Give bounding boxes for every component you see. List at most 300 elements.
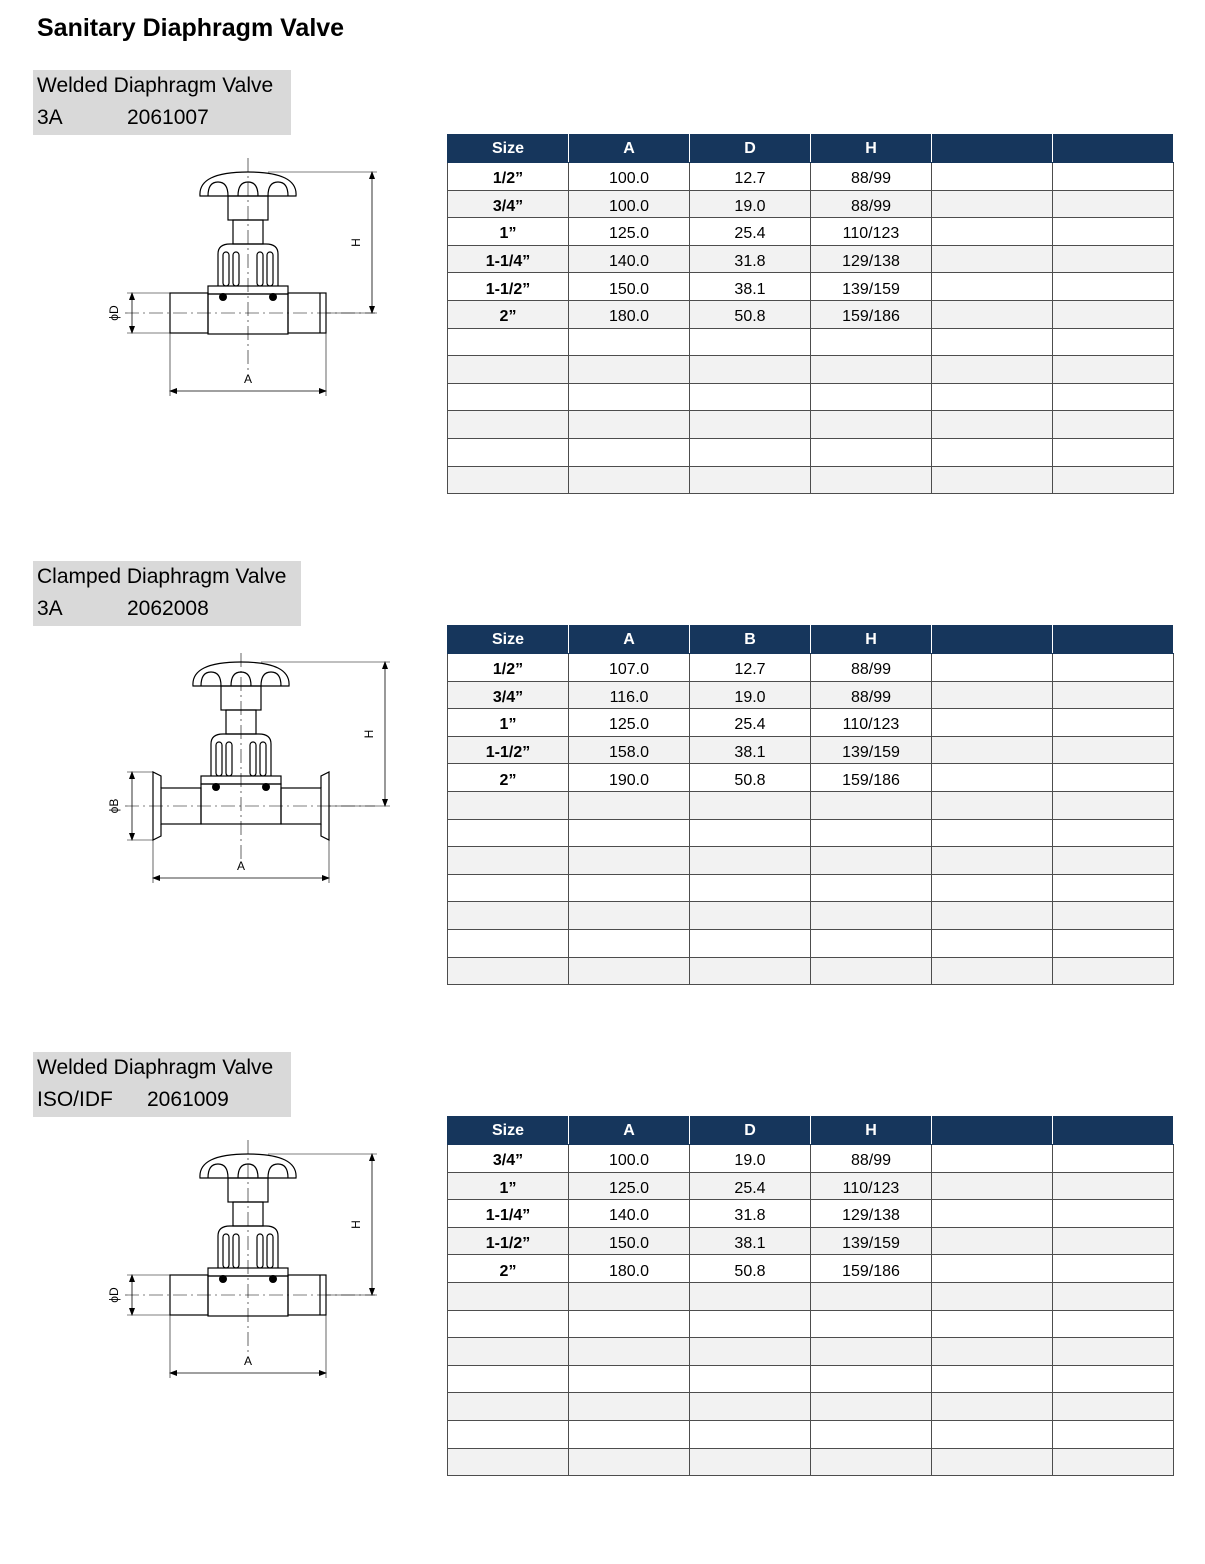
table-cell: 158.0 [569, 736, 690, 764]
table-cell: 50.8 [690, 300, 811, 328]
table-row [448, 902, 1174, 930]
table-cell [690, 411, 811, 439]
table-cell: 129/138 [811, 245, 932, 273]
table-cell [932, 874, 1053, 902]
table-cell [811, 957, 932, 985]
table-cell [569, 356, 690, 384]
table-cell [932, 1200, 1053, 1228]
size-cell [448, 902, 569, 930]
table-cell [569, 383, 690, 411]
product-standard: 3A [37, 597, 63, 620]
spec-table [447, 134, 1174, 494]
table-cell: 125.0 [569, 1172, 690, 1200]
size-cell: 1” [448, 709, 569, 737]
table-cell [1053, 654, 1174, 682]
table-cell: 50.8 [690, 1255, 811, 1283]
table-row [448, 819, 1174, 847]
size-cell [448, 1310, 569, 1338]
size-cell [448, 819, 569, 847]
size-cell [448, 411, 569, 439]
size-cell: 1” [448, 1172, 569, 1200]
dimension-h-label: H [349, 238, 363, 247]
table-cell: 139/159 [811, 736, 932, 764]
table-cell [932, 819, 1053, 847]
table-cell [932, 1310, 1053, 1338]
table-cell [1053, 300, 1174, 328]
table-cell [811, 356, 932, 384]
column-header: A [569, 135, 690, 163]
table-cell [1053, 411, 1174, 439]
size-cell: 3/4” [448, 1145, 569, 1173]
table-row [448, 245, 1174, 273]
column-header [1053, 135, 1174, 163]
size-cell [448, 929, 569, 957]
table-cell: 140.0 [569, 1200, 690, 1228]
table-cell [1053, 218, 1174, 246]
table-cell: 116.0 [569, 681, 690, 709]
table-cell [1053, 1282, 1174, 1310]
table-cell [690, 1338, 811, 1366]
table-cell [932, 328, 1053, 356]
column-header [932, 135, 1053, 163]
column-header: A [569, 626, 690, 654]
table-cell [932, 1145, 1053, 1173]
table-cell: 88/99 [811, 163, 932, 191]
table-cell: 100.0 [569, 1145, 690, 1173]
table-cell: 25.4 [690, 218, 811, 246]
table-cell: 139/159 [811, 1227, 932, 1255]
size-cell: 1-1/4” [448, 1200, 569, 1228]
table-cell: 38.1 [690, 1227, 811, 1255]
valve-drawing-svg [95, 645, 405, 890]
table-cell: 110/123 [811, 709, 932, 737]
size-cell: 2” [448, 764, 569, 792]
spec-table [447, 625, 1174, 985]
table-cell [932, 273, 1053, 301]
table-row [448, 736, 1174, 764]
table-row [448, 300, 1174, 328]
size-cell [448, 1420, 569, 1448]
table-cell [811, 902, 932, 930]
table-cell [1053, 764, 1174, 792]
table-cell [569, 1393, 690, 1421]
table-row [448, 383, 1174, 411]
table-cell: 129/138 [811, 1200, 932, 1228]
table-cell [690, 1282, 811, 1310]
size-cell [448, 356, 569, 384]
table-row [448, 1393, 1174, 1421]
table-cell [1053, 1200, 1174, 1228]
table-cell [569, 791, 690, 819]
column-header: Size [448, 626, 569, 654]
table-cell [932, 163, 1053, 191]
table-cell: 180.0 [569, 300, 690, 328]
table-cell [1053, 1448, 1174, 1476]
table-cell [1053, 1338, 1174, 1366]
table-cell [1053, 383, 1174, 411]
table-cell [569, 438, 690, 466]
table-cell [690, 929, 811, 957]
table-row [448, 681, 1174, 709]
product-label-welded-3a [33, 70, 291, 135]
spec-table [447, 1116, 1174, 1476]
table-cell [1053, 819, 1174, 847]
table-row [448, 273, 1174, 301]
size-cell [448, 438, 569, 466]
table-row [448, 466, 1174, 494]
column-header: H [811, 626, 932, 654]
table-cell [690, 1310, 811, 1338]
table-cell [932, 791, 1053, 819]
table-cell: 38.1 [690, 273, 811, 301]
table-cell [690, 791, 811, 819]
table-cell [811, 328, 932, 356]
table-cell [1053, 328, 1174, 356]
column-header: Size [448, 135, 569, 163]
table-row [448, 847, 1174, 875]
table-cell: 31.8 [690, 245, 811, 273]
size-cell [448, 1393, 569, 1421]
table-cell [1053, 273, 1174, 301]
size-cell [448, 328, 569, 356]
size-cell: 1” [448, 218, 569, 246]
column-header: A [569, 1117, 690, 1145]
table-cell: 31.8 [690, 1200, 811, 1228]
table-row [448, 1338, 1174, 1366]
table-cell [932, 383, 1053, 411]
table-cell [1053, 709, 1174, 737]
table-cell [932, 957, 1053, 985]
table-cell: 12.7 [690, 654, 811, 682]
product-label-clamped-3a [33, 561, 301, 626]
table-cell [932, 1172, 1053, 1200]
column-header [1053, 626, 1174, 654]
table-cell [932, 466, 1053, 494]
table-header-row [448, 135, 1174, 163]
table-cell [811, 819, 932, 847]
dimension-d-label: ϕD [107, 305, 121, 321]
product-label-welded-iso [33, 1052, 291, 1117]
table-cell [690, 466, 811, 494]
size-cell [448, 791, 569, 819]
table-cell [932, 1448, 1053, 1476]
table-header-row [448, 626, 1174, 654]
table-cell: 110/123 [811, 218, 932, 246]
table-cell: 140.0 [569, 245, 690, 273]
table-cell [811, 874, 932, 902]
valve-body [125, 158, 375, 370]
table-header-row [448, 1117, 1174, 1145]
table-row [448, 1200, 1174, 1228]
size-cell: 1/2” [448, 163, 569, 191]
product-standard-code [37, 1084, 281, 1116]
table-cell [811, 1338, 932, 1366]
table-cell [932, 190, 1053, 218]
table-cell [569, 1310, 690, 1338]
table-cell [811, 1448, 932, 1476]
table-cell: 159/186 [811, 300, 932, 328]
table-cell [690, 957, 811, 985]
dimension-a-label: A [236, 859, 246, 873]
size-cell: 1-1/4” [448, 245, 569, 273]
table-cell [569, 929, 690, 957]
table-cell [569, 466, 690, 494]
table-cell [1053, 1172, 1174, 1200]
size-cell [448, 1448, 569, 1476]
table-cell [1053, 1310, 1174, 1338]
table-cell: 150.0 [569, 273, 690, 301]
table-cell [932, 1338, 1053, 1366]
table-cell: 38.1 [690, 736, 811, 764]
table-cell [1053, 736, 1174, 764]
size-cell [448, 383, 569, 411]
table-cell [569, 902, 690, 930]
table-cell [811, 466, 932, 494]
column-header [932, 1117, 1053, 1145]
table-cell: 107.0 [569, 654, 690, 682]
table-cell [811, 847, 932, 875]
table-cell [1053, 1227, 1174, 1255]
dimension-h-label: H [362, 729, 376, 739]
table-cell [932, 1420, 1053, 1448]
table-row [448, 218, 1174, 246]
product-name: Welded Diaphragm Valve [37, 74, 274, 97]
table-cell [932, 218, 1053, 246]
table-cell [932, 764, 1053, 792]
table-cell [811, 411, 932, 439]
table-cell [690, 383, 811, 411]
table-row [448, 190, 1174, 218]
table-cell [690, 1420, 811, 1448]
valve-drawing-welded [95, 1132, 395, 1392]
product-name: Welded Diaphragm Valve [37, 1056, 274, 1079]
table-cell: 125.0 [569, 709, 690, 737]
table-cell [932, 681, 1053, 709]
table-cell [1053, 1420, 1174, 1448]
table-cell: 159/186 [811, 764, 932, 792]
table-cell [1053, 356, 1174, 384]
table-cell [569, 1420, 690, 1448]
table-cell: 12.7 [690, 163, 811, 191]
table-row [448, 764, 1174, 792]
table-cell [932, 1282, 1053, 1310]
table-cell [1053, 1255, 1174, 1283]
table-cell [932, 438, 1053, 466]
size-cell [448, 874, 569, 902]
table-cell: 19.0 [690, 190, 811, 218]
page-title: Sanitary Diaphragm Valve [37, 14, 345, 42]
product-code: 2062008 [127, 597, 209, 620]
table-row [448, 1420, 1174, 1448]
size-cell: 1/2” [448, 654, 569, 682]
table-cell: 100.0 [569, 190, 690, 218]
size-cell: 3/4” [448, 681, 569, 709]
table-cell [932, 245, 1053, 273]
table-row [448, 438, 1174, 466]
table-cell [569, 819, 690, 847]
table-cell: 180.0 [569, 1255, 690, 1283]
dimension-h-label: H [349, 1220, 363, 1229]
table-cell [811, 438, 932, 466]
size-cell: 1-1/2” [448, 273, 569, 301]
table-row [448, 1145, 1174, 1173]
product-code: 2061009 [147, 1088, 229, 1111]
size-cell [448, 1338, 569, 1366]
table-cell [932, 1365, 1053, 1393]
table-cell [1053, 466, 1174, 494]
dimension-a-label: A [243, 372, 253, 386]
size-cell: 2” [448, 1255, 569, 1283]
table-cell [932, 300, 1053, 328]
size-cell [448, 1282, 569, 1310]
table-cell [811, 1282, 932, 1310]
table-cell [569, 1448, 690, 1476]
column-header: Size [448, 1117, 569, 1145]
product-code: 2061007 [127, 106, 209, 129]
table-row [448, 328, 1174, 356]
table-cell [1053, 791, 1174, 819]
table-cell [811, 1365, 932, 1393]
table-cell: 125.0 [569, 218, 690, 246]
table-row [448, 791, 1174, 819]
table-cell: 19.0 [690, 1145, 811, 1173]
table-cell [811, 791, 932, 819]
table-cell [1053, 847, 1174, 875]
table-cell [690, 847, 811, 875]
size-cell [448, 1365, 569, 1393]
table-cell [569, 411, 690, 439]
table-cell [690, 328, 811, 356]
table-cell: 88/99 [811, 681, 932, 709]
table-cell [932, 929, 1053, 957]
table-cell [1053, 957, 1174, 985]
table-cell: 25.4 [690, 709, 811, 737]
table-cell [690, 902, 811, 930]
table-cell: 110/123 [811, 1172, 932, 1200]
valve-drawing-svg [95, 1132, 395, 1392]
table-cell [1053, 681, 1174, 709]
table-cell [1053, 1365, 1174, 1393]
table-cell [932, 847, 1053, 875]
table-cell [1053, 902, 1174, 930]
dimension-d-label: ϕB [107, 798, 121, 814]
table-cell: 159/186 [811, 1255, 932, 1283]
table-row [448, 1255, 1174, 1283]
table-cell [1053, 874, 1174, 902]
table-cell: 25.4 [690, 1172, 811, 1200]
table-cell [690, 819, 811, 847]
table-cell: 19.0 [690, 681, 811, 709]
size-cell [448, 847, 569, 875]
table-cell [932, 709, 1053, 737]
table-cell: 88/99 [811, 190, 932, 218]
table-cell [690, 1365, 811, 1393]
table-cell [569, 328, 690, 356]
table-cell [690, 356, 811, 384]
column-header [932, 626, 1053, 654]
table-cell: 139/159 [811, 273, 932, 301]
table-cell [569, 1365, 690, 1393]
table-cell [932, 356, 1053, 384]
valve-body [125, 653, 375, 860]
table-cell [932, 902, 1053, 930]
table-cell [932, 411, 1053, 439]
valve-drawing-svg [95, 150, 395, 410]
size-cell [448, 466, 569, 494]
table-cell: 88/99 [811, 654, 932, 682]
table-row [448, 356, 1174, 384]
table-cell [569, 1282, 690, 1310]
table-cell: 50.8 [690, 764, 811, 792]
table-cell [932, 1255, 1053, 1283]
table-row [448, 411, 1174, 439]
table-cell [811, 1420, 932, 1448]
size-cell: 1-1/2” [448, 1227, 569, 1255]
table-cell [932, 654, 1053, 682]
table-cell [811, 383, 932, 411]
table-cell [569, 847, 690, 875]
product-standard: ISO/IDF [37, 1088, 113, 1111]
product-name: Clamped Diaphragm Valve [37, 565, 287, 588]
table-cell [690, 874, 811, 902]
column-header [1053, 1117, 1174, 1145]
size-cell: 2” [448, 300, 569, 328]
column-header: D [690, 135, 811, 163]
table-cell [690, 1393, 811, 1421]
column-header: D [690, 1117, 811, 1145]
table-cell [811, 1310, 932, 1338]
table-cell [932, 736, 1053, 764]
product-standard-code [37, 593, 291, 625]
table-row [448, 1172, 1174, 1200]
table-cell: 88/99 [811, 1145, 932, 1173]
table-cell [932, 1393, 1053, 1421]
table-row [448, 929, 1174, 957]
dimension-d-label: ϕD [107, 1287, 121, 1303]
table-cell [811, 929, 932, 957]
table-row [448, 163, 1174, 191]
table-row [448, 709, 1174, 737]
valve-drawing-welded [95, 150, 395, 410]
table-cell: 100.0 [569, 163, 690, 191]
table-cell [811, 1393, 932, 1421]
table-row [448, 1227, 1174, 1255]
table-cell [1053, 1393, 1174, 1421]
dimension-a-label: A [243, 1354, 253, 1368]
table-cell: 190.0 [569, 764, 690, 792]
valve-drawing-clamped [95, 645, 405, 890]
table-cell [690, 438, 811, 466]
table-cell [1053, 245, 1174, 273]
product-standard-code [37, 102, 281, 134]
table-row [448, 957, 1174, 985]
table-cell [569, 1338, 690, 1366]
table-row [448, 1365, 1174, 1393]
size-cell: 1-1/2” [448, 736, 569, 764]
column-header: H [811, 1117, 932, 1145]
table-cell [1053, 190, 1174, 218]
table-cell [1053, 163, 1174, 191]
table-row [448, 1310, 1174, 1338]
size-cell [448, 957, 569, 985]
table-row [448, 1448, 1174, 1476]
table-row [448, 654, 1174, 682]
table-row [448, 1282, 1174, 1310]
table-cell [569, 874, 690, 902]
column-header: B [690, 626, 811, 654]
table-cell [690, 1448, 811, 1476]
size-cell: 3/4” [448, 190, 569, 218]
